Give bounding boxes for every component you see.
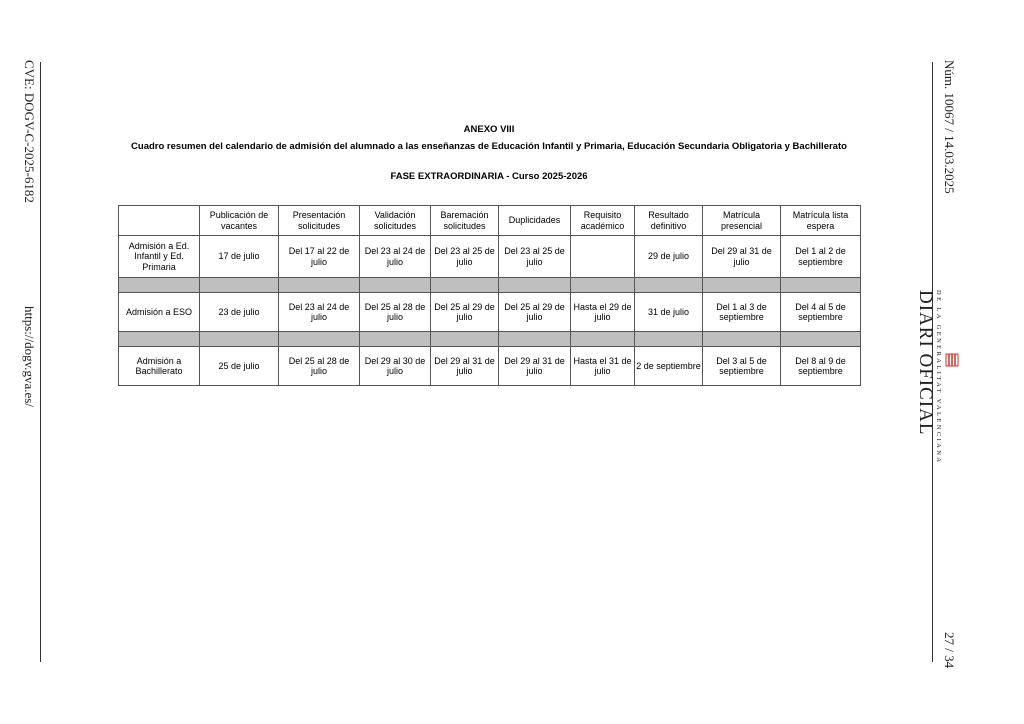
table-cell: Admisión a ESO bbox=[119, 293, 200, 332]
table-cell: Del 17 al 22 de julio bbox=[279, 236, 360, 278]
table-cell: Del 29 al 31 de julio bbox=[499, 347, 571, 386]
header-cell: Duplicidades bbox=[499, 206, 571, 236]
table-cell: 2 de septiembre bbox=[635, 347, 703, 386]
table-cell: Del 25 al 28 de julio bbox=[360, 293, 431, 332]
header-cell: Validación solicitudes bbox=[360, 206, 431, 236]
table-row bbox=[119, 293, 861, 332]
table-cell: Del 23 al 24 de julio bbox=[360, 236, 431, 278]
table-cell: Del 3 al 5 de septiembre bbox=[703, 347, 781, 386]
table-cell: Del 23 al 24 de julio bbox=[279, 293, 360, 332]
page-number: 27 / 34 bbox=[942, 632, 957, 669]
table-cell: Del 8 al 9 de septiembre bbox=[781, 347, 861, 386]
header-cell: Requisito académico bbox=[571, 206, 635, 236]
diari-oficial-logo bbox=[914, 290, 942, 464]
table-cell: Del 25 al 29 de julio bbox=[431, 293, 499, 332]
table-cell: Del 4 al 5 de septiembre bbox=[781, 293, 861, 332]
table-cell: Del 25 al 29 de julio bbox=[499, 293, 571, 332]
logo-subtitle: DE LA GENERALITAT VALENCIANA bbox=[935, 290, 942, 465]
cve-code: CVE: DOGV-C-2025-6182 bbox=[22, 60, 37, 203]
table-cell: 25 de julio bbox=[200, 347, 279, 386]
table-cell: Del 25 al 28 de julio bbox=[279, 347, 360, 386]
table-cell: Del 23 al 25 de julio bbox=[499, 236, 571, 278]
generalitat-crest-icon bbox=[944, 352, 960, 368]
table-cell: Hasta el 31 de julio bbox=[571, 347, 635, 386]
logo-title: DIARI OFICIAL bbox=[915, 290, 936, 436]
phase-subtitle: FASE EXTRAORDINARIA - Curso 2025-2026 bbox=[390, 171, 588, 182]
header-cell: Resultado definitivo bbox=[635, 206, 703, 236]
table-header-row bbox=[119, 206, 861, 236]
header-cell: Matrícula presencial bbox=[703, 206, 781, 236]
table-cell: Del 1 al 2 de septiembre bbox=[781, 236, 861, 278]
header-cell: Matrícula lista espera bbox=[781, 206, 861, 236]
table-cell: Del 29 al 31 de julio bbox=[703, 236, 781, 278]
table-cell: Admisión a Bachillerato bbox=[119, 347, 200, 386]
left-margin-rule bbox=[40, 62, 41, 662]
header-cell bbox=[119, 206, 200, 236]
table-cell: Hasta el 29 de julio bbox=[571, 293, 635, 332]
table-cell: 29 de julio bbox=[635, 236, 703, 278]
issue-number-date: Núm. 10067 / 14.03.2025 bbox=[942, 60, 957, 194]
separator-row bbox=[119, 332, 861, 347]
annex-title: ANEXO VIII bbox=[463, 124, 515, 135]
table-cell: Admisión a Ed. Infantil y Ed. Primaria bbox=[119, 236, 200, 278]
admission-calendar-table bbox=[118, 205, 861, 386]
dogv-url-link[interactable]: https://dogv.gva.es/ bbox=[22, 306, 37, 407]
separator-row bbox=[119, 278, 861, 293]
header-cell: Presentación solicitudes bbox=[279, 206, 360, 236]
table-cell: Del 1 al 3 de septiembre bbox=[703, 293, 781, 332]
table-row bbox=[119, 236, 861, 278]
header-cell: Publicación de vacantes bbox=[200, 206, 279, 236]
table-cell: Del 29 al 31 de julio bbox=[431, 347, 499, 386]
table-row bbox=[119, 347, 861, 386]
document-heading: Cuadro resumen del calendario de admisión del alumnado a las enseñanzas de Educación Infantil y Primaria, Educación Secundaria Obligatoria y Bachillerato bbox=[131, 141, 847, 152]
table-cell: Del 23 al 25 de julio bbox=[431, 236, 499, 278]
table-cell: 23 de julio bbox=[200, 293, 279, 332]
table-cell: 17 de julio bbox=[200, 236, 279, 278]
table-cell: 31 de julio bbox=[635, 293, 703, 332]
header-cell: Baremación solicitudes bbox=[431, 206, 499, 236]
table-cell: Del 29 al 30 de julio bbox=[360, 347, 431, 386]
table-cell bbox=[571, 236, 635, 278]
